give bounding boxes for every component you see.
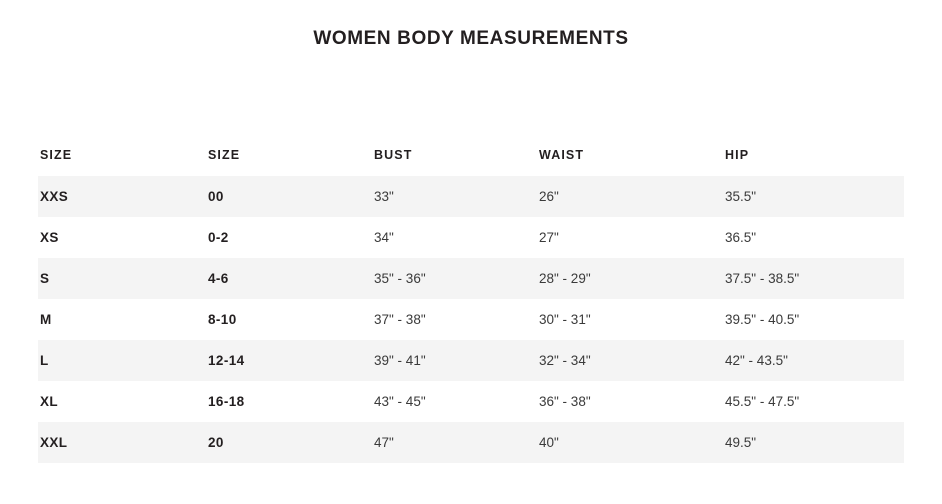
table-row [38,217,904,258]
cell-size-number: 12-14 [208,340,374,381]
cell-waist: 40" [539,422,725,463]
cell-hip: 49.5" [725,422,904,463]
column-header-size-number: SIZE [208,136,374,176]
cell-hip: 36.5" [725,217,904,258]
cell-bust: 34" [374,217,539,258]
column-header-hip: HIP [725,136,904,176]
size-chart-table [38,136,904,463]
column-header-waist: WAIST [539,136,725,176]
cell-hip: 39.5" - 40.5" [725,299,904,340]
cell-bust: 35" - 36" [374,258,539,299]
cell-hip: 37.5" - 38.5" [725,258,904,299]
column-header-bust: BUST [374,136,539,176]
table-row [38,422,904,463]
cell-bust: 39" - 41" [374,340,539,381]
size-chart-table-container [38,136,904,463]
cell-size-letter: XS [38,217,208,258]
cell-size-number: 0-2 [208,217,374,258]
table-body [38,176,904,463]
column-header-size-letter: SIZE [38,136,208,176]
page-title: WOMEN BODY MEASUREMENTS [313,28,629,49]
cell-waist: 32" - 34" [539,340,725,381]
cell-waist: 36" - 38" [539,381,725,422]
table-header [38,136,904,176]
table-row [38,176,904,217]
cell-waist: 30" - 31" [539,299,725,340]
cell-size-number: 00 [208,176,374,217]
table-row [38,258,904,299]
cell-size-number: 8-10 [208,299,374,340]
cell-size-letter: L [38,340,208,381]
cell-bust: 37" - 38" [374,299,539,340]
cell-size-letter: XL [38,381,208,422]
cell-size-letter: M [38,299,208,340]
cell-hip: 45.5" - 47.5" [725,381,904,422]
cell-size-number: 16-18 [208,381,374,422]
cell-waist: 26" [539,176,725,217]
table-header-row [38,136,904,176]
cell-waist: 27" [539,217,725,258]
cell-size-number: 20 [208,422,374,463]
cell-bust: 43" - 45" [374,381,539,422]
cell-hip: 35.5" [725,176,904,217]
table-row [38,299,904,340]
cell-size-letter: S [38,258,208,299]
cell-bust: 47" [374,422,539,463]
table-row [38,381,904,422]
cell-size-number: 4-6 [208,258,374,299]
table-row [38,340,904,381]
cell-size-letter: XXS [38,176,208,217]
cell-hip: 42" - 43.5" [725,340,904,381]
cell-size-letter: XXL [38,422,208,463]
cell-waist: 28" - 29" [539,258,725,299]
cell-bust: 33" [374,176,539,217]
